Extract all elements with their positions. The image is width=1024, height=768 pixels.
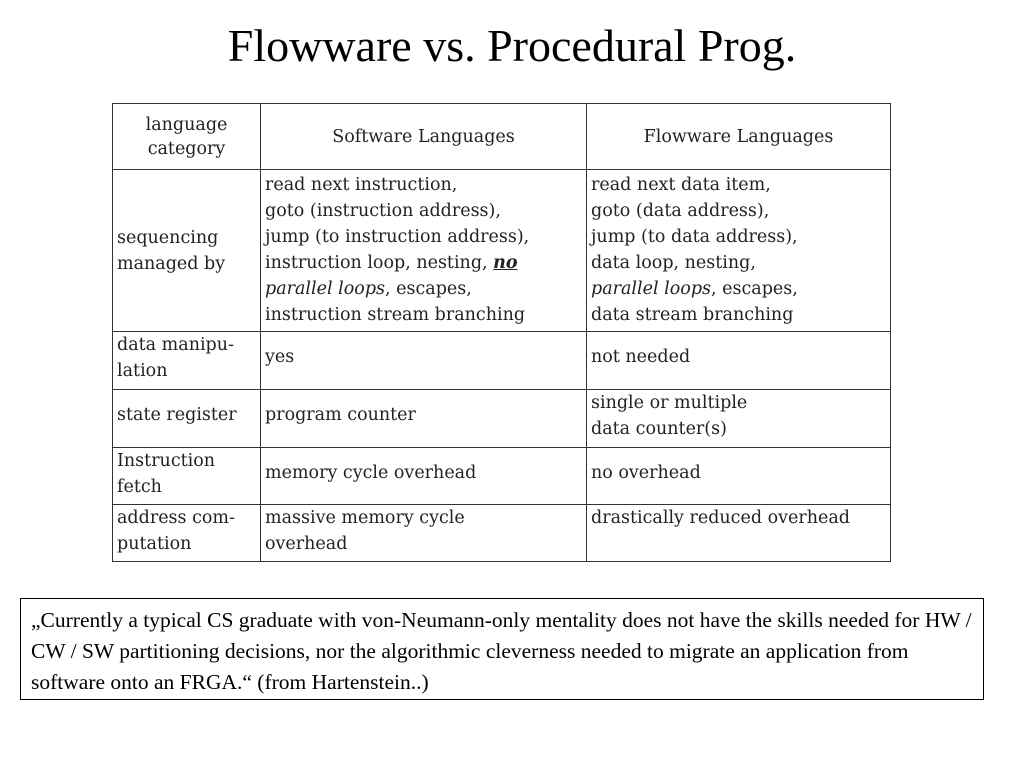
table-row (113, 332, 891, 390)
comparison-table (112, 103, 891, 562)
software-cell (261, 170, 587, 332)
row-category-cell (113, 448, 261, 505)
comparison-table-container (112, 103, 890, 563)
software-line: memory cycle overhead (265, 463, 477, 483)
flowware-line: no overhead (591, 463, 701, 483)
header-software-languages: Software Languages (261, 104, 587, 170)
category-line: sequencing (117, 227, 219, 248)
emphasis-no: no (493, 253, 518, 273)
flowware-line: not needed (591, 347, 691, 367)
flowware-cell (587, 390, 891, 448)
software-line: jump (to instruction address), (265, 227, 530, 247)
category-line: putation (117, 534, 192, 554)
software-cell (261, 505, 587, 562)
category-line: managed by (117, 253, 226, 274)
table-row (113, 505, 891, 562)
table-row (113, 170, 891, 332)
quote-text: „Currently a typical CS graduate with von-Neumann-only mentality does not have the skills needed for HW / CW / SW partitioning decisions, nor the algorithmic cleverness needed to migrate an application from software onto an FRGA.“ (from Hartenstein..) (31, 608, 972, 694)
category-line: data manipu- (117, 335, 234, 355)
software-line (265, 250, 582, 276)
flowware-line-text: , escapes, (711, 279, 798, 299)
flowware-line: data counter(s) (591, 419, 727, 439)
category-line: fetch (117, 477, 162, 497)
flowware-line: single or multiple (591, 393, 748, 413)
software-line: goto (instruction address), (265, 201, 501, 221)
slide-title: Flowware vs. Procedural Prog. (227, 20, 797, 71)
software-line: massive memory cycle (265, 508, 465, 528)
header-language-category (113, 104, 261, 170)
flowware-line: read next data item, (591, 175, 771, 195)
table-row (113, 448, 891, 505)
flowware-line (591, 276, 886, 302)
header-language-category-label: language category (145, 114, 228, 159)
software-cell (261, 332, 587, 390)
flowware-cell (587, 332, 891, 390)
software-line: read next instruction, (265, 175, 458, 195)
flowware-line: data stream branching (591, 305, 794, 325)
category-line: lation (117, 361, 168, 381)
table-header-row (113, 104, 891, 170)
italic-parallel-loops: parallel loops (265, 279, 385, 299)
row-category-cell (113, 170, 261, 332)
software-line: program counter (265, 405, 416, 425)
flowware-cell (587, 505, 891, 562)
software-line: overhead (265, 534, 348, 554)
flowware-line: goto (data address), (591, 201, 770, 221)
flowware-cell (587, 170, 891, 332)
table-row (113, 390, 891, 448)
category-line: Instruction (117, 451, 216, 471)
software-line-text: instruction loop, nesting, (265, 253, 494, 273)
row-category-cell (113, 390, 261, 448)
italic-parallel-loops: parallel loops (591, 279, 711, 299)
row-category-cell (113, 505, 261, 562)
software-line: yes (265, 347, 295, 367)
flowware-line: data loop, nesting, (591, 253, 756, 273)
flowware-line: jump (to data address), (591, 227, 798, 247)
software-line (265, 276, 582, 302)
flowware-line: drastically reduced overhead (591, 508, 851, 528)
software-cell (261, 448, 587, 505)
quote-box (20, 598, 984, 700)
software-line: instruction stream branching (265, 305, 526, 325)
software-cell (261, 390, 587, 448)
row-category-cell (113, 332, 261, 390)
software-line-text: , escapes, (385, 279, 472, 299)
category-line: address com- (117, 508, 235, 528)
header-flowware-languages: Flowware Languages (587, 104, 891, 170)
category-line: state register (117, 405, 237, 425)
flowware-cell (587, 448, 891, 505)
